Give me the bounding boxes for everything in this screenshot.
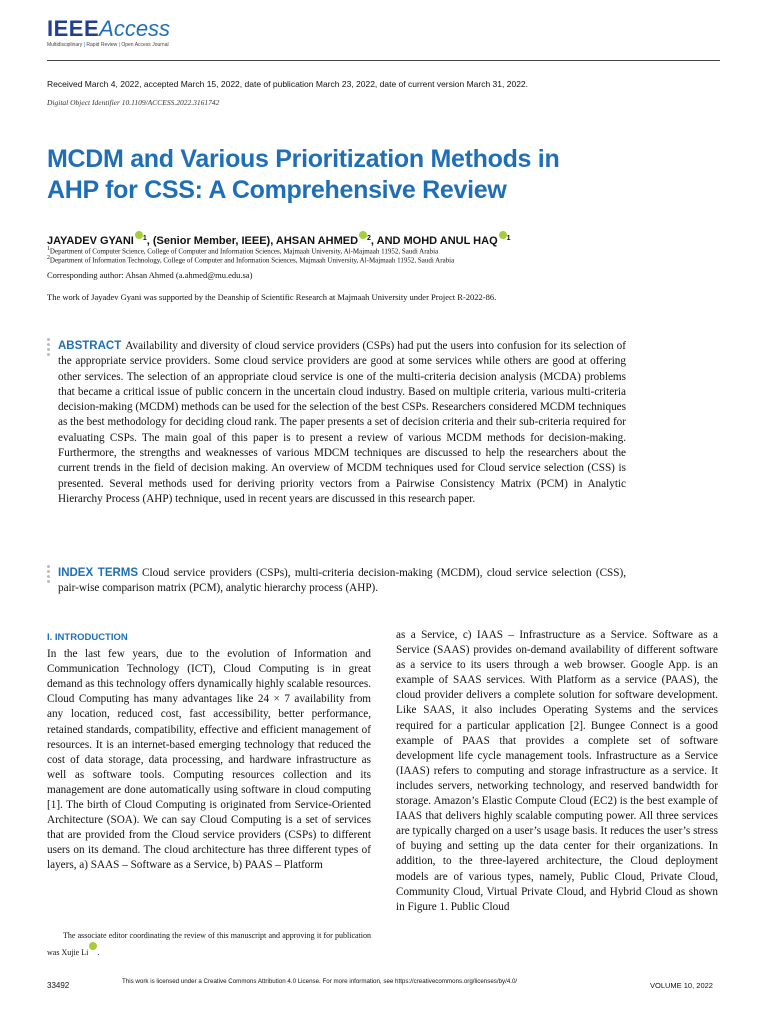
- author-list: JAYADEV GYANI $^1$, (Senior Member, IEEE), AHSAN AHMED $^2$, AND MOHD ANUL HAQ $^1$: [47, 231, 511, 247]
- intro-text-1: In the last few years, due to the evolution of Information and Communication Technology (ICT), Cloud Computing is in great demand as this technology offers dynamically highly scalable resources. Cloud Computing has many advantages like 24 × 7 availability from any location, reduced cost, fast accessibility, better performance, retained standards, compatibility, effective and efficient management of resources. It is an internet-based emerging technology that reduced the cost of data storage, data processing, and hardware infrastructure as well as software tools. Computing resources collection and its management are done automatically using software in cloud computing [1]. The birth of Cloud Computing is originated from Service-Oriented Architecture (SOA). We can say Cloud Computing is a set of services that are provided from the Cloud service providers (CSPs) to different users on its demand. The cloud architecture has three different types of layers, a) SAAS – Software as a Service, b) PAAS – Platform: [47, 648, 371, 872]
- paper-title: MCDM and Various Prioritization Methods in AHP for CSS: A Comprehensive Review: [47, 145, 560, 204]
- journal-logo: [47, 17, 170, 48]
- page-number: 33492: [47, 981, 70, 990]
- section-heading: I. INTRODUCTION: [47, 632, 128, 643]
- logo-ieee: IEEE: [47, 16, 100, 41]
- orcid-icon[interactable]: [135, 231, 143, 239]
- index-terms-label: INDEX TERMS: [58, 567, 139, 579]
- abstract-marker: [47, 338, 51, 358]
- affiliation-1: $^1$Department of Computer Science, College of Computer and Information Sciences, Majmaah University, Al-Majmaah 11952, Saudi Arabia: [47, 246, 439, 256]
- header-rule: [47, 60, 720, 61]
- corresponding-author: Corresponding author: Ahsan Ahmed (a.ahmed@mu.edu.sa): [47, 270, 253, 280]
- logo-access: Access: [99, 16, 171, 41]
- intro-column-2: [396, 628, 718, 915]
- funding-note: The work of Jayadev Gyani was supported by the Deanship of Scientific Research at Majmaah University under Project R-2022-86.: [47, 292, 497, 302]
- received-dates: Received March 4, 2022, accepted March 15, 2022, date of publication March 23, 2022, date of current version March 31, 2022.: [47, 79, 529, 89]
- orcid-icon[interactable]: [359, 231, 367, 239]
- affiliation-2: $^2$Department of Information Technology, College of Computer and Information Sciences, Majmaah University, Al-Majmaah 11952, Saudi Arabia: [47, 255, 455, 265]
- abstract-label: ABSTRACT: [58, 340, 122, 352]
- orcid-icon[interactable]: [499, 231, 507, 239]
- volume-label: VOLUME 10, 2022: [650, 981, 713, 990]
- index-terms-marker: [47, 565, 51, 585]
- license-note: This work is licensed under a Creative Commons Attribution 4.0 License. For more information, see https://creativecommons.org/licenses/by/4.0/: [122, 978, 518, 985]
- index-terms: INDEX TERMS Cloud service providers (CSPs), multi-criteria decision-making (MCDM), cloud service selection (CSS), pair-wise comparison matrix (PCM), analytic hierarchy process (AHP).: [58, 567, 626, 595]
- doi: Digital Object Identifier 10.1109/ACCESS.2022.3161742: [47, 98, 220, 107]
- abstract: ABSTRACT Availability and diversity of cloud service providers (CSPs) had put the users into confusion for its selection of the appropriate service providers. Some cloud service providers are good at some services while others are good at offering other services. The selection of an appropriate cloud service is one of the multi-criteria decision analysis (MCDA) problems that became a critical issue of public concern in the uncertain cloud industry. Based on multiple criteria, various multi-criteria decision-making (MCDM) methods can be used for the selection of the best CSPs. Researchers considered MCDM techniques as the best methodology for deciding cloud rank. The paper presents a set of decision criteria and their sub-criteria required for evaluating CSPs. The main goal of this paper is to present a review of various MCDM methods for decision-making. Furthermore, the strengths and weaknesses of various MDCM techniques are discussed to help the researchers about the current trends in the field of decision making. An overview of MCDM techniques used for Cloud service selection (CSS) is presented. Several methods used for deriving priority vectors from a Pairwise Consistency Matrix (PCM) in Analytic Hierarchy Process (AHP) technique, used in recent years are discussed in this research paper.: [58, 340, 626, 505]
- logo-tagline: Multidisciplinary | Rapid Review | Open Access Journal: [47, 42, 169, 48]
- editor-note: The associate editor coordinating the review of this manuscript and approving it for publication was Xujie Li .: [47, 931, 371, 957]
- intro-text-2: as a Service, c) IAAS – Infrastructure as a Service. Software as a Service (SAAS) provides on-demand availability of different software as a service to its users through a web browser. Google App. is an example of SAAS services. With Platform as a service (PAAS), the cloud provider delivers a complete solution for software development. Like SAAS, it also includes Operating Systems and the services required for a particular application [2]. Bungee Connect is a good example of PAAS that provides a complete set of software development life cycle management tools. Infrastructure as a Service (IAAS) refers to computing and storage infrastructure as a service. It includes servers, networking technology, and reserved bandwidth for storage. Amazon’s Elastic Compute Cloud (EC2) is the best example of IAAS that delivers highly scalable computing power. All three services are typically charged on a user’s usage basis. It reduces the user’s stress of buying and setting up the data center for their organizations. In addition, to the three-layered architecture, the Cloud deployment models are of various types, namely, Public Cloud, Private Cloud, Community Cloud, Virtual Private Cloud, and Hybrid Cloud as shown in Figure 1. Public Cloud: [396, 629, 718, 913]
- intro-column-1: [47, 630, 371, 874]
